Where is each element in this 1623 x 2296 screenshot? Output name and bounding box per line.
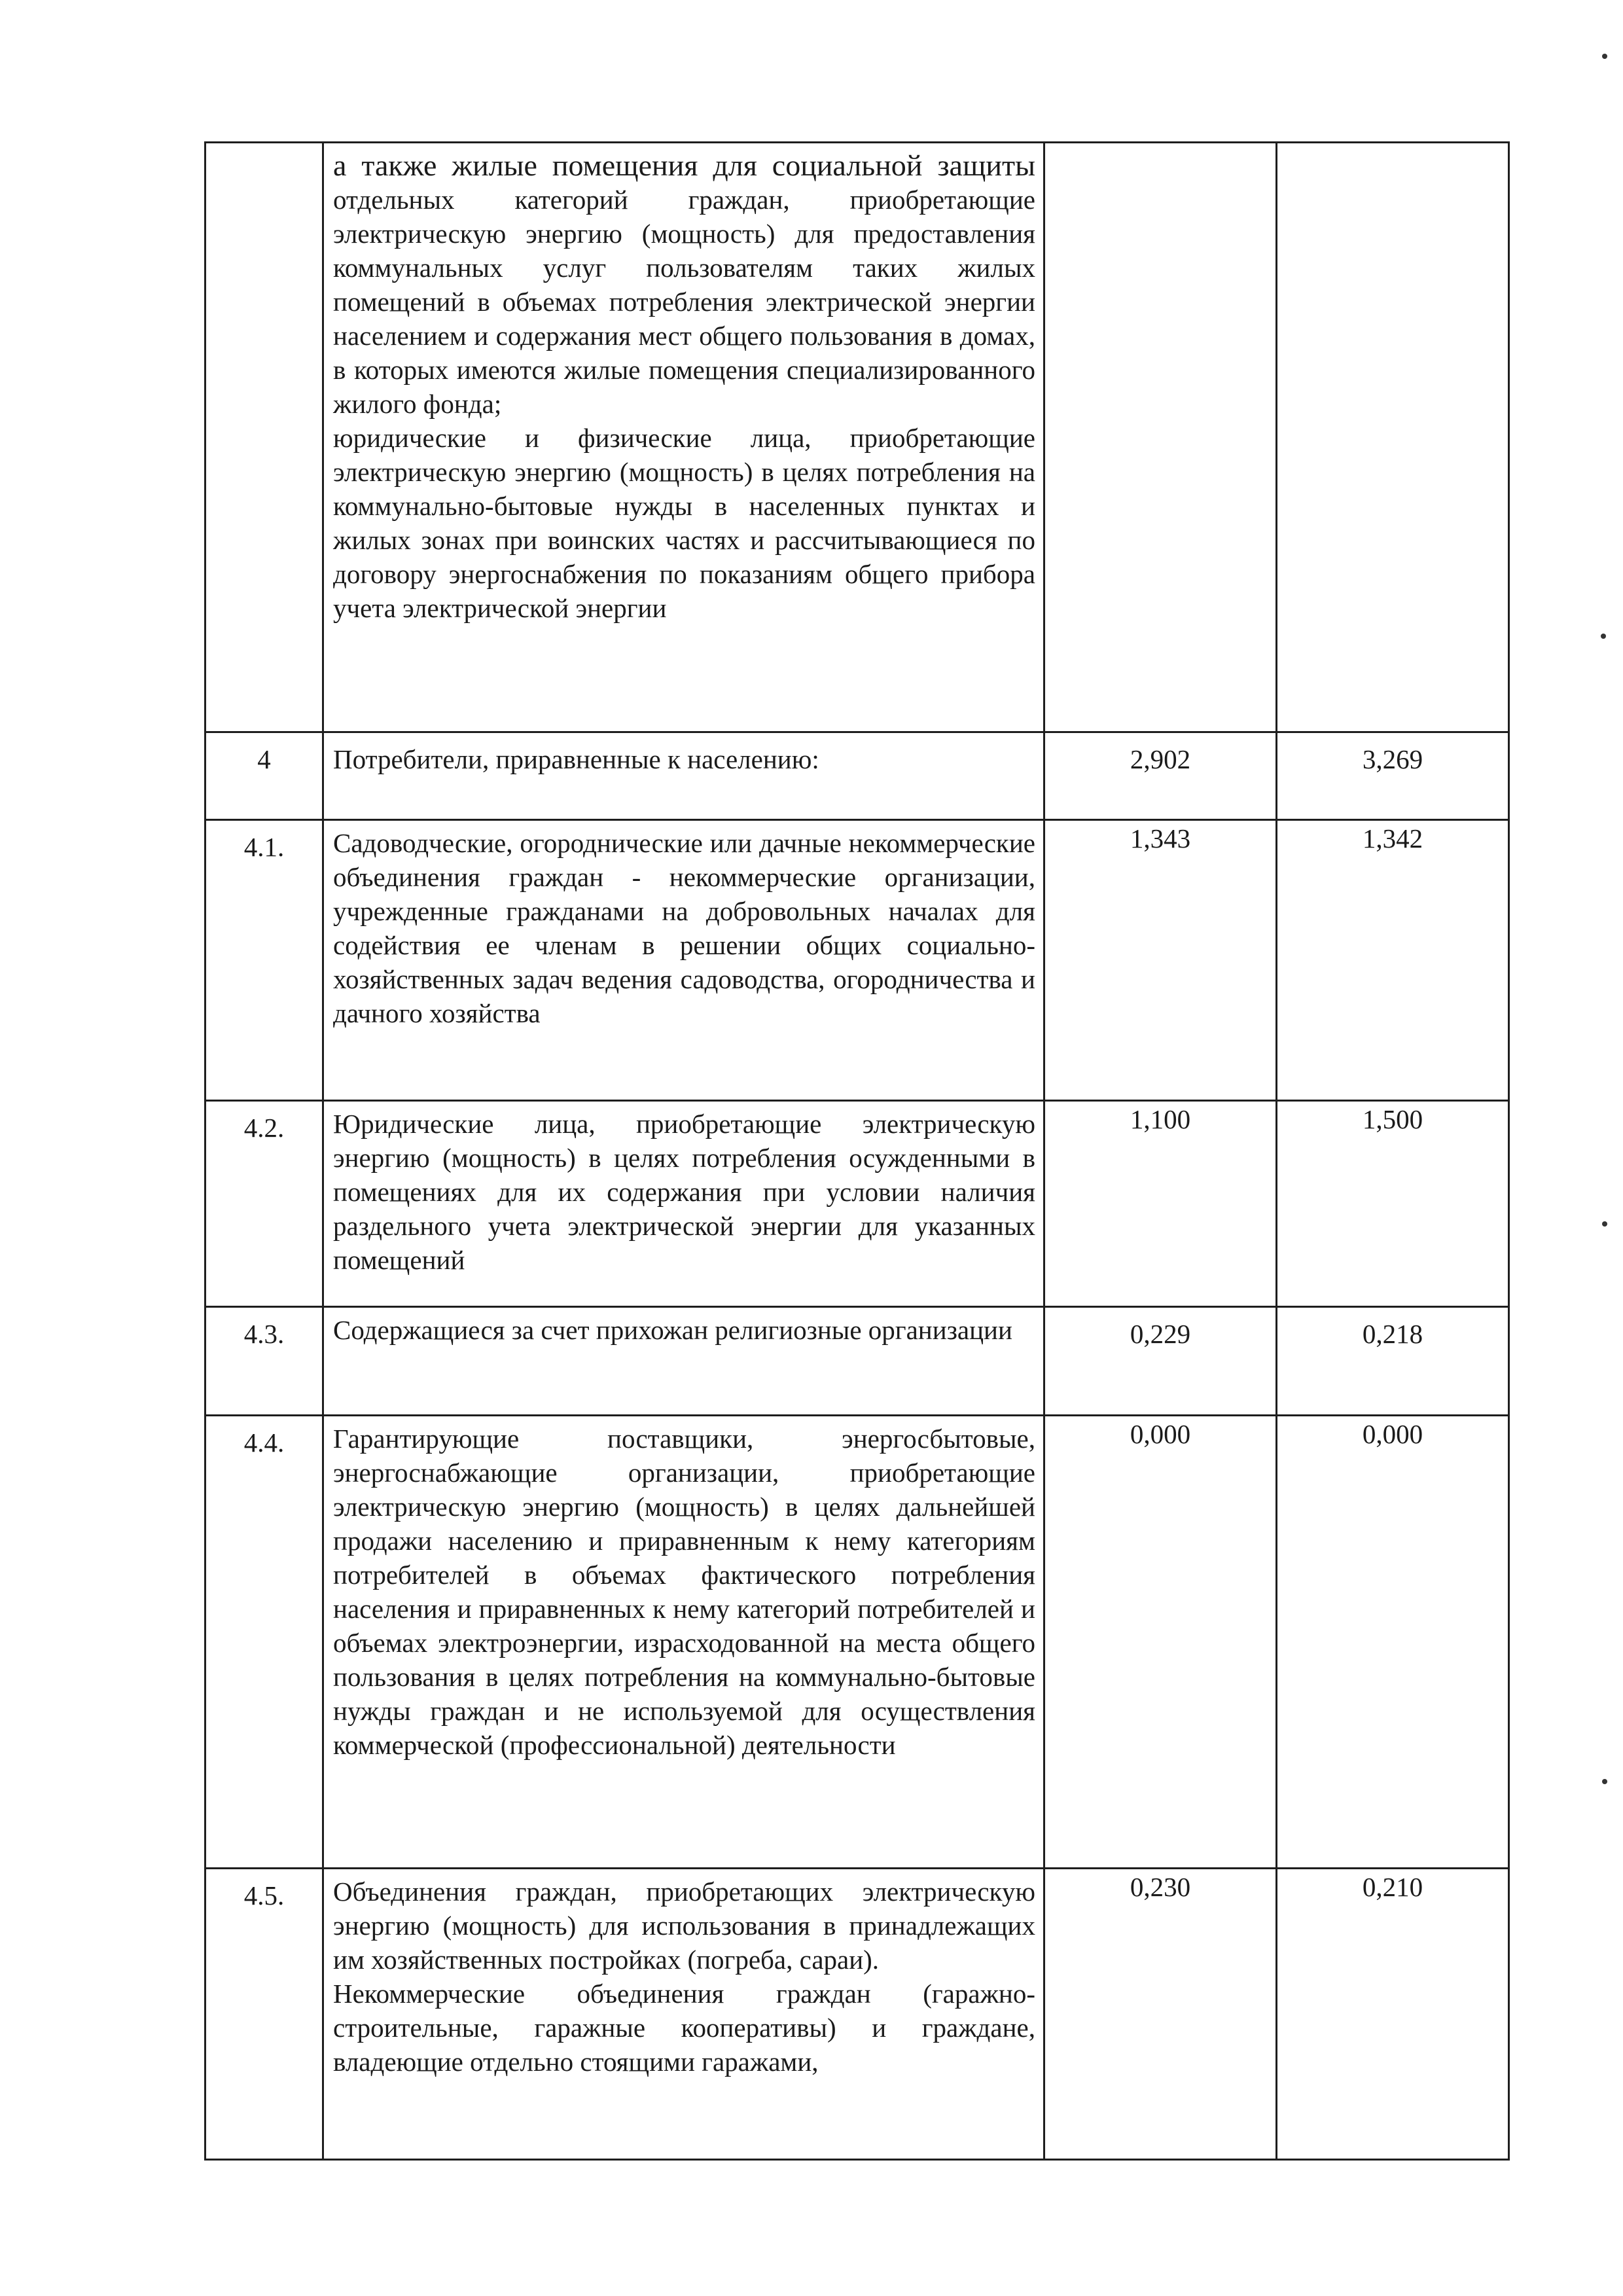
scan-speck — [1602, 1779, 1607, 1784]
tariff-table — [204, 141, 1510, 2161]
row-number: 4.5. — [205, 1869, 323, 2160]
row-description — [323, 1307, 1044, 1416]
tariff-value-1 — [1044, 143, 1277, 732]
table-row-4 — [205, 732, 1509, 820]
description-paragraph: Гарантирующие поставщики, энергосбытовые, энергоснабжающие организации, приобретающие электрическую энергию (мощность) в целях дальнейшей продажи населению и приравненным к нему категориям потребителей в объемах фактического потребления населения и приравненных к нему категорий потребителей и объемах электроэнергии, израсходованной на места общего пользования в целях потребления на коммунально-бытовые нужды граждан и не используемой для осуществления коммерческой (профессиональной) деятельности — [333, 1424, 1035, 1760]
row-description — [323, 1416, 1044, 1869]
tariff-value-2: 1,342 — [1277, 820, 1509, 1101]
description-paragraph: Содержащиеся за счет прихожан религиозные организации — [333, 1315, 1012, 1345]
table-row-4-3 — [205, 1307, 1509, 1416]
row-number — [205, 143, 323, 732]
tariff-value-2: 3,269 — [1277, 732, 1509, 820]
scan-speck — [1602, 1221, 1607, 1227]
tariff-value-1: 0,000 — [1044, 1416, 1277, 1869]
description-paragraph: Некоммерческие объединения граждан (гаражно-строительные, гаражные кооперативы) и граждане, владеющие отдельно стоящими гаражами, — [333, 1979, 1035, 2077]
row-description — [323, 1101, 1044, 1307]
tariff-value-1: 2,902 — [1044, 732, 1277, 820]
table-row-4-4 — [205, 1416, 1509, 1869]
row-number: 4.2. — [205, 1101, 323, 1307]
description-paragraph: Садоводческие, огороднические или дачные некоммерческие объединения граждан - некоммерческие организации, учрежденные гражданами на добровольных началах для содействия ее членам в решении общих социально-хозяйственных задач ведения садоводства, огородничества и дачного хозяйства — [333, 828, 1035, 1028]
table-row-4-2 — [205, 1101, 1509, 1307]
row-description — [323, 732, 1044, 820]
description-paragraph: Объединения граждан, приобретающих электрическую энергию (мощность) для использования в принадлежащих им хозяйственных постройках (погреба, сараи). — [333, 1876, 1035, 1975]
tariff-value-1: 0,230 — [1044, 1869, 1277, 2160]
description-paragraph: юридические и физические лица, приобретающие электрическую энергию (мощность) в целях потребления на коммунально-бытовые нужды в населенных пунктах и жилых зонах при воинских частях и рассчитывающиеся по договору энергоснабжения по показаниям общего прибора учета электрической энергии — [333, 423, 1035, 623]
table-row-4-5 — [205, 1869, 1509, 2160]
row-number: 4.3. — [205, 1307, 323, 1416]
row-description — [323, 1869, 1044, 2160]
table-row-4-1 — [205, 820, 1509, 1101]
row-number: 4.4. — [205, 1416, 323, 1869]
tariff-value-2: 0,000 — [1277, 1416, 1509, 1869]
tariff-value-2: 0,210 — [1277, 1869, 1509, 2160]
table-row-continuation — [205, 143, 1509, 732]
description-paragraph: Юридические лица, приобретающие электрическую энергию (мощность) в целях потребления осужденными в помещениях для их содержания при условии наличия раздельного учета электрической энергии для указанных помещений — [333, 1109, 1035, 1275]
description-paragraph: Потребители, приравненные к населению: — [333, 744, 819, 774]
scan-speck — [1601, 634, 1606, 639]
row-description — [323, 820, 1044, 1101]
row-number: 4.1. — [205, 820, 323, 1101]
row-number: 4 — [205, 732, 323, 820]
tariff-value-1: 1,100 — [1044, 1101, 1277, 1307]
tariff-value-2: 1,500 — [1277, 1101, 1509, 1307]
row-description — [323, 143, 1044, 732]
tariff-value-2: 0,218 — [1277, 1307, 1509, 1416]
tariff-value-1: 0,229 — [1044, 1307, 1277, 1416]
description-paragraph: а также жилые помещения для социальной защиты отдельных категорий граждан, приобретающие электрическую энергию (мощность) для предоставления коммунальных услуг пользователям таких жилых помещений в объемах потребления электрической энергии населением и содержания мест общего пользования в домах, в которых имеются жилые помещения специализированного жилого фонда; — [333, 149, 1035, 419]
scan-speck — [1602, 54, 1607, 59]
tariff-value-1: 1,343 — [1044, 820, 1277, 1101]
tariff-value-2 — [1277, 143, 1509, 732]
